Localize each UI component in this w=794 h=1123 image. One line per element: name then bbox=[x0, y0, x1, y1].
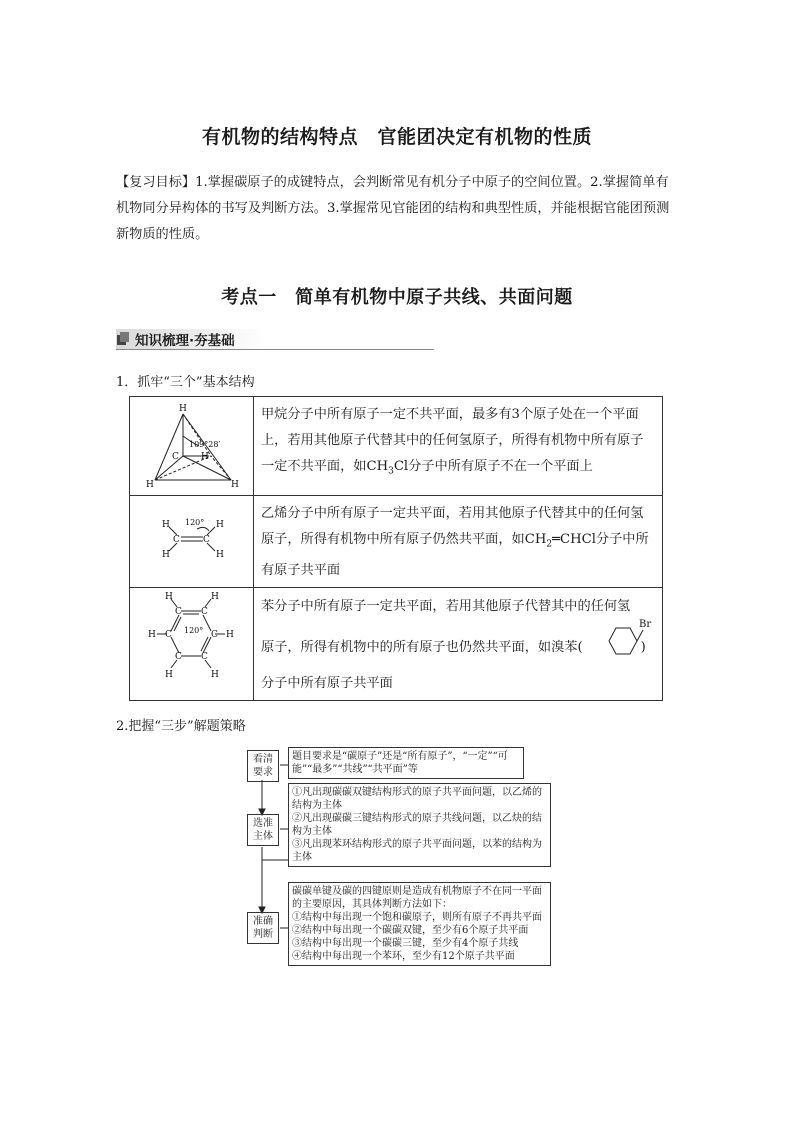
methane-atom-h-right: H bbox=[231, 480, 239, 490]
svg-text:C: C bbox=[201, 651, 208, 662]
svg-text:C: C bbox=[175, 651, 182, 662]
benzene-text-a: 苯分子中所有原子一定共平面，若用其他原子代替其中的任何氢 bbox=[261, 598, 631, 614]
svg-text:C: C bbox=[211, 629, 218, 640]
section-banner bbox=[116, 329, 434, 349]
methane-sub: 3 bbox=[388, 466, 394, 477]
ethylene-sub: 2 bbox=[546, 539, 553, 550]
benzene-text-d: 分子中所有原子共平面 bbox=[261, 675, 393, 691]
svg-text:H: H bbox=[216, 550, 224, 560]
table-row bbox=[130, 587, 663, 700]
benzene-figure bbox=[130, 587, 254, 700]
svg-text:H: H bbox=[216, 520, 224, 530]
methane-figure bbox=[130, 397, 254, 496]
page-title: 有机物的结构特点 官能团决定有机物的性质 bbox=[201, 126, 592, 148]
bromine-label: Br bbox=[639, 618, 652, 630]
svg-text:C: C bbox=[175, 606, 182, 617]
methane-description bbox=[254, 397, 663, 496]
svg-text:C: C bbox=[201, 606, 208, 617]
svg-text:C: C bbox=[203, 535, 210, 545]
ethylene-text-a: 乙烯分子中所有原子一定共平面，若用其他原子代替其中的任何氢原子，所得有机物中所有原子仍然共平面，如CH bbox=[261, 506, 644, 547]
methane-atom-h-top: H bbox=[179, 404, 187, 414]
bromobenzene-structure bbox=[595, 614, 655, 668]
flow-step-1-text: 题目要求是“碳原子”还是“所有原子”，“一定”“可能”“最多”“共线”“共平面”等 bbox=[288, 747, 524, 779]
benzene-description bbox=[254, 587, 663, 700]
methane-structure bbox=[131, 398, 251, 494]
benzene-text-c: ) bbox=[640, 639, 646, 655]
svg-text:C: C bbox=[165, 629, 172, 640]
ethylene-structure bbox=[131, 497, 251, 577]
svg-text:H: H bbox=[211, 669, 219, 680]
flow-step-2-label: 选准 主体 bbox=[247, 814, 279, 846]
svg-text:H: H bbox=[211, 591, 219, 602]
table-row bbox=[130, 397, 663, 496]
benzene-angle: 120° bbox=[184, 625, 204, 635]
ethylene-figure bbox=[130, 496, 254, 588]
section-banner-label: 知识梳理·夯基础 bbox=[135, 333, 235, 349]
kaodian-heading: 考点一 简单有机物中原子共线、共面问题 bbox=[221, 287, 573, 308]
methane-atom-h-back: H bbox=[201, 452, 209, 462]
benzene-structure bbox=[131, 589, 251, 697]
methane-atom-c: C bbox=[172, 452, 179, 462]
methane-text-b: Cl分子中所有原子不在一个平面上 bbox=[393, 459, 593, 474]
ethylene-text-b: ═CHCl分子中所有原子共平面 bbox=[261, 532, 649, 578]
ethylene-angle: 120° bbox=[185, 518, 205, 527]
benzene-text-b: 原子，所得有机物中的所有原子也仍然共平面，如溴苯( bbox=[261, 639, 583, 655]
svg-text:H: H bbox=[226, 629, 234, 640]
svg-text:H: H bbox=[148, 629, 156, 640]
methane-angle: 109°28′ bbox=[189, 440, 221, 449]
svg-text:H: H bbox=[162, 550, 170, 560]
flow-step-2-text: ①凡出现碳碳双键结构形式的原子共平面问题，以乙烯的结构为主体 ②凡出现碳碳三键结构形式的原子共线问题，以乙炔的结构为主体 ③凡出现苯环结构形式的原子共平面问题，以苯的结构为主体 bbox=[288, 783, 551, 867]
svg-text:H: H bbox=[162, 520, 170, 530]
flow-step-3-label: 准确 判断 bbox=[247, 912, 279, 944]
svg-text:H: H bbox=[165, 591, 173, 602]
flow-step-1-label: 看清 要求 bbox=[247, 750, 279, 782]
flow-step-3-text: 碳碳单键及碳的四键原则是造成有机物原子不在同一平面的主要原因，其具体判断方法如下： ①结构中每出现一个饱和碳原子，则所有原子不再共平面 ②结构中每出现一个碳碳双键，至少有6个原子共平面 ③结构中每出现一个碳碳三键，至少有4个原子共线 ④结构中每出现一个苯环，至少有12个原子共平面 bbox=[288, 882, 551, 966]
review-goals-text: 1.掌握碳原子的成键特点，会判断常见有机分子中原子的空间位置。2.掌握简单有机物同分异构体的书写及判断方法。3.掌握常见官能团的结构和典型性质，并能根据官能团预测新物质的性质。 bbox=[116, 175, 670, 242]
review-goals-label: 【复习目标】 bbox=[116, 175, 196, 190]
structure-table bbox=[129, 396, 663, 701]
methane-atom-h-left: H bbox=[146, 480, 154, 490]
ethylene-description bbox=[254, 496, 663, 588]
table-row bbox=[130, 496, 663, 588]
review-goals bbox=[116, 170, 676, 248]
svg-text:H: H bbox=[165, 669, 173, 680]
svg-text:C: C bbox=[173, 535, 180, 545]
section-2-heading: 2.把握“三步”解题策略 bbox=[116, 719, 246, 734]
methane-text-a: 甲烷分子中所有原子一定不共平面，最多有3个原子处在一个平面上，若用其他原子代替其中的任何氢原子，所得有机物中所有原子一定不共平面，如CH bbox=[261, 407, 644, 474]
book-icon bbox=[116, 331, 130, 346]
section-1-heading: 1．抓牢“三个”基本结构 bbox=[116, 375, 255, 390]
